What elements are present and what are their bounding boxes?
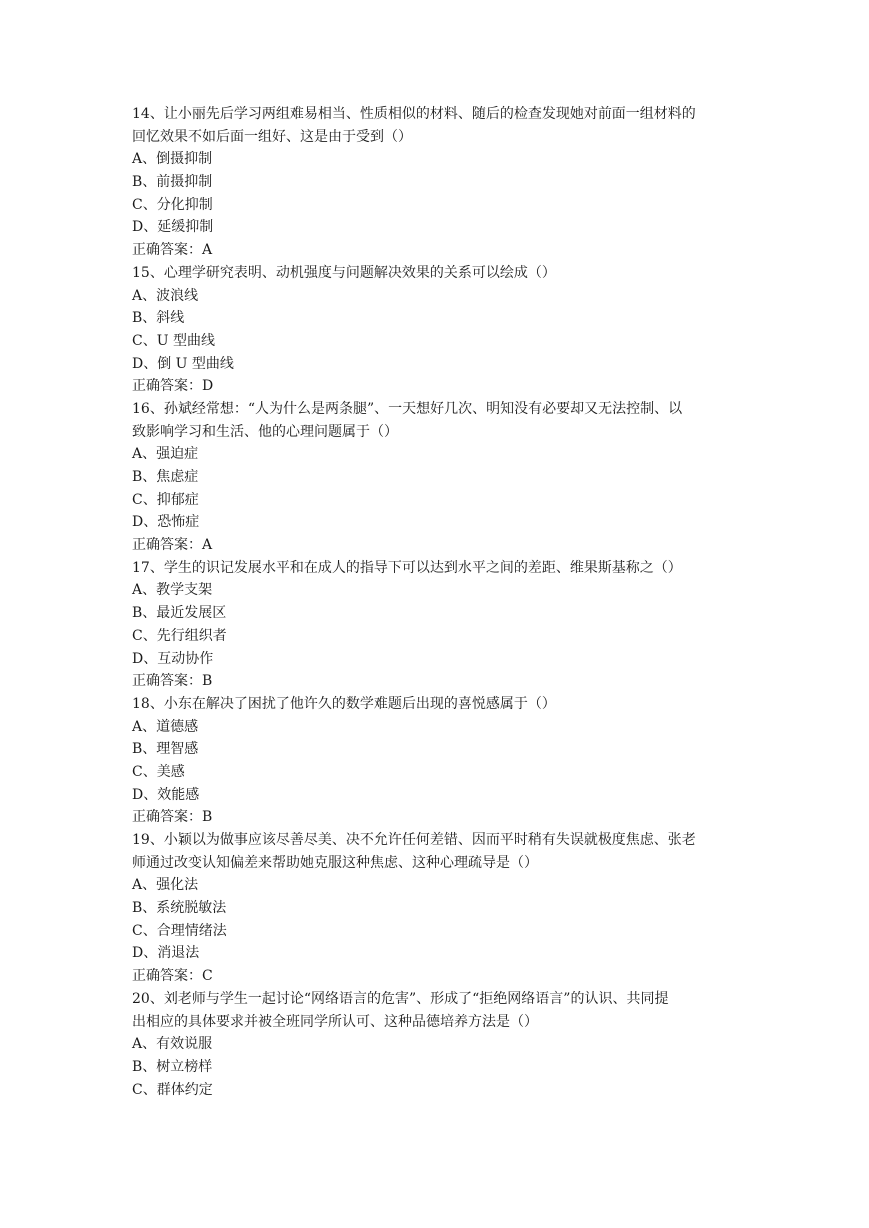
question-block (132, 103, 752, 262)
option-c: C、合理情绪法 (132, 922, 227, 939)
option-a: A、有效说服 (132, 1036, 213, 1053)
question-block (132, 262, 752, 398)
correct-answer: 正确答案：B (132, 673, 213, 690)
question-stem-line: 16、孙斌经常想：“人为什么是两条腿”、一天想好几次、明知没有必要却又无法控制、以 (132, 400, 683, 417)
question-stem-line: 18、小东在解决了困扰了他许久的数学难题后出现的喜悦感属于（） (132, 695, 556, 712)
option-d: D、消退法 (132, 945, 200, 962)
question-stem-line: 致影响学习和生活、他的心理问题属于（） (132, 423, 398, 440)
correct-answer: 正确答案：C (132, 968, 213, 985)
option-a: A、倒摄抑制 (132, 151, 213, 168)
question-stem-line: 14、让小丽先后学习两组难易相当、性质相似的材料、随后的检查发现她对前面一组材料的 (132, 106, 696, 122)
question-stem-line: 师通过改变认知偏差来帮助她克服这种焦虑、这种心理疏导是（） (132, 854, 538, 871)
option-c: C、群体约定 (132, 1081, 213, 1098)
option-d: D、互动协作 (132, 650, 214, 667)
question-block (132, 829, 752, 988)
correct-answer: 正确答案：A (132, 242, 213, 259)
option-b: B、最近发展区 (132, 605, 227, 622)
option-b: B、系统脱敏法 (132, 900, 227, 917)
option-c: C、先行组织者 (132, 627, 227, 644)
question-stem-line: 出相应的具体要求并被全班同学所认可、这种品德培养方法是（） (132, 1013, 538, 1030)
option-d: D、延缓抑制 (132, 219, 214, 236)
option-c: C、分化抑制 (132, 196, 213, 213)
question-stem-line: 17、学生的识记发展水平和在成人的指导下可以达到水平之间的差距、维果斯基称之（） (132, 559, 682, 576)
correct-answer: 正确答案：D (132, 378, 214, 395)
question-list (132, 103, 752, 1101)
question-block (132, 693, 752, 829)
option-c: C、抑郁症 (132, 491, 199, 508)
question-stem-line: 15、心理学研究表明、动机强度与问题解决效果的关系可以绘成（） (132, 264, 556, 281)
option-b: B、斜线 (132, 310, 185, 327)
question-stem-line: 回忆效果不如后面一组好、这是由于受到（） (132, 128, 412, 145)
option-b: B、前摄抑制 (132, 174, 213, 191)
correct-answer: 正确答案：B (132, 809, 213, 826)
option-a: A、波浪线 (132, 287, 199, 304)
question-block (132, 557, 752, 693)
question-block (132, 988, 752, 1101)
option-b: B、焦虑症 (132, 469, 199, 485)
option-d: D、效能感 (132, 786, 200, 803)
option-b: B、树立榜样 (132, 1058, 213, 1075)
option-c: C、U 型曲线 (132, 332, 215, 349)
correct-answer: 正确答案：A (132, 537, 213, 554)
question-stem-line: 20、刘老师与学生一起讨论“网络语言的危害”、形成了“拒绝网络语言”的认识、共同提 (132, 990, 669, 1007)
option-a: A、道德感 (132, 718, 199, 735)
option-d: D、恐怖症 (132, 514, 200, 531)
option-a: A、强化法 (132, 877, 199, 894)
option-a: A、强迫症 (132, 446, 199, 463)
question-block (132, 398, 752, 557)
option-d: D、倒 U 型曲线 (132, 355, 234, 372)
option-c: C、美感 (132, 763, 185, 780)
option-a: A、教学支架 (132, 582, 213, 599)
question-stem-line: 19、小颖以为做事应该尽善尽美、决不允许任何差错、因而平时稍有失误就极度焦虑、张老 (132, 832, 696, 848)
option-b: B、理智感 (132, 741, 199, 758)
